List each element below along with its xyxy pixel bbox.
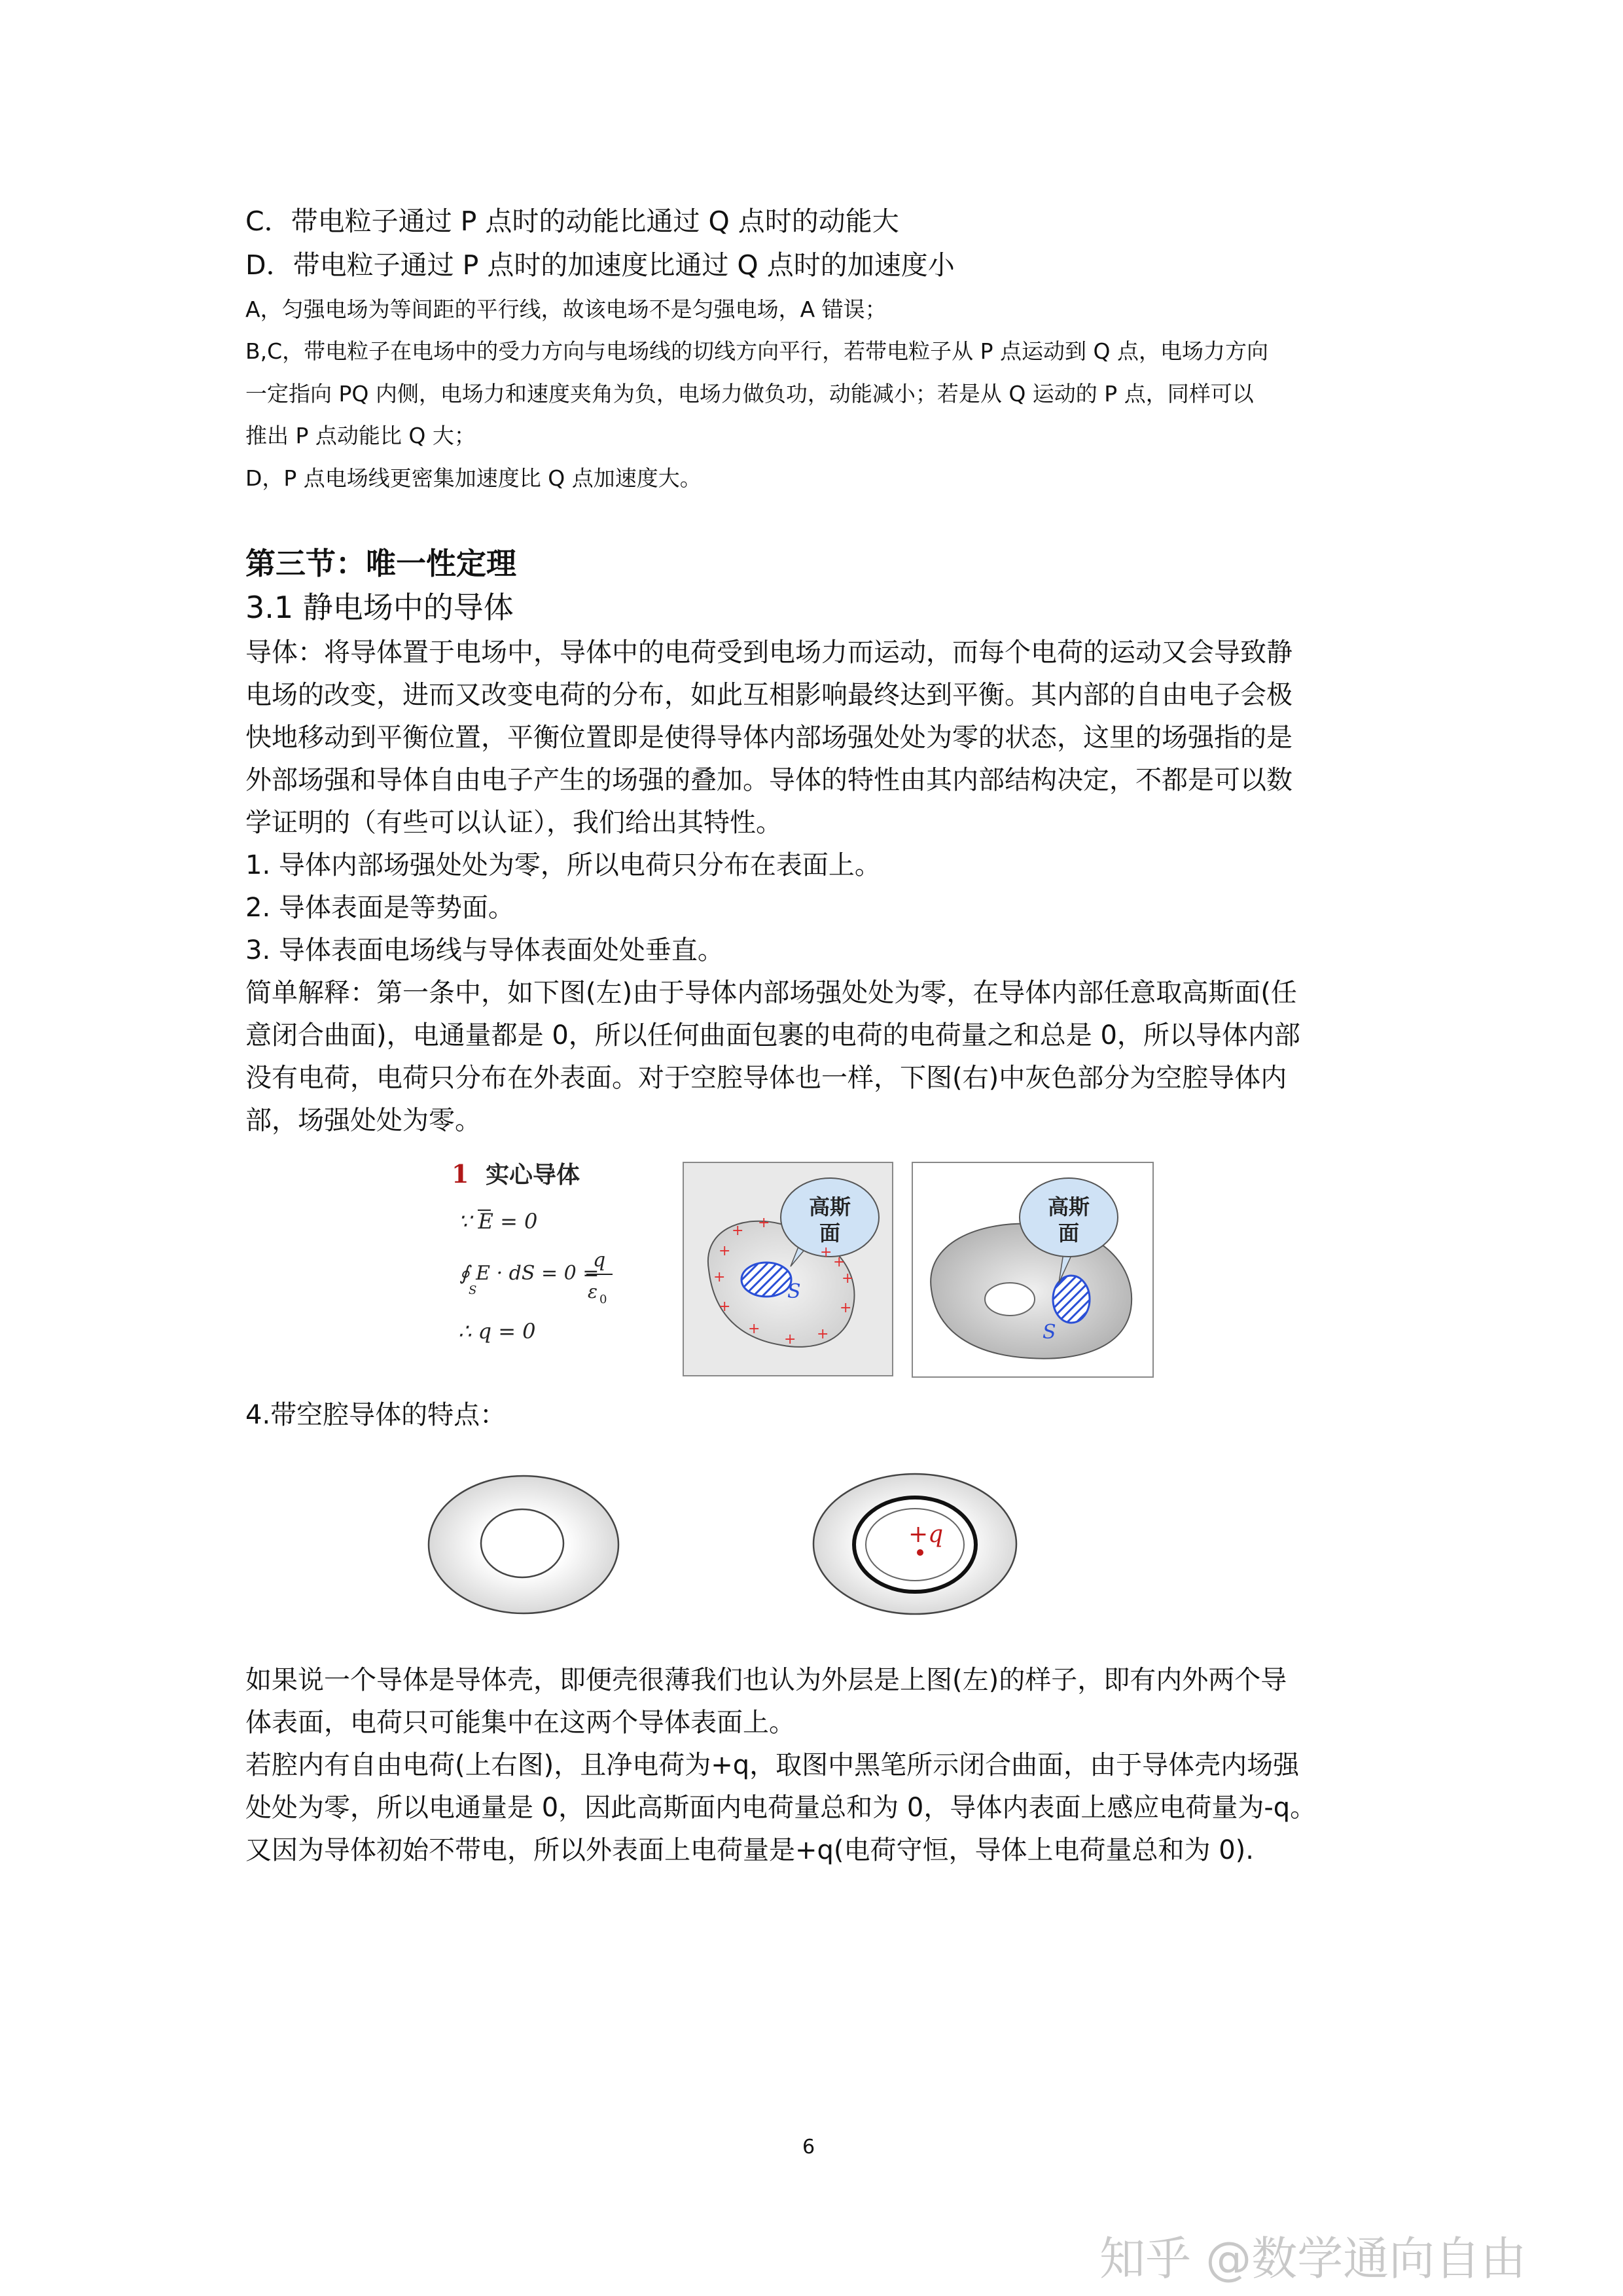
solid-conductor-equations: [445, 1149, 654, 1384]
answer-a: A，匀强电场为等间距的平行线，故该电场不是匀强电场，A 错误；: [245, 296, 887, 322]
inner-surface: [481, 1509, 563, 1577]
point-charge: [917, 1549, 923, 1556]
svg-text:+: +: [713, 1269, 726, 1285]
gaussian-surface: [741, 1263, 791, 1297]
gauss-label-bottom: 面: [1058, 1221, 1080, 1246]
paragraph-line: 体表面，电荷只可能集中在这两个导体表面上。: [245, 1708, 795, 1738]
solid-conductor-diagram: [683, 1162, 893, 1376]
list-item-1: 1. 导体内部场强处处为零，所以电荷只分布在表面上。: [245, 850, 881, 880]
gauss-label-top: 高斯: [1047, 1194, 1090, 1219]
svg-text:+: +: [719, 1243, 731, 1259]
answer-bc-line3: 推出 P 点动能比 Q 大；: [245, 423, 476, 448]
paragraph-line: 没有电荷，电荷只分布在外表面。对于空腔导体也一样，下图(右)中灰色部分为空腔导体内: [245, 1063, 1287, 1093]
svg-text:+: +: [719, 1299, 731, 1315]
surface-label: S: [1043, 1321, 1056, 1344]
paragraph-line: 导体：将导体置于电场中，导体中的电荷受到电场力而运动，而每个电荷的运动又会导致静: [245, 637, 1293, 668]
svg-text:+: +: [842, 1270, 854, 1287]
charge-label: +q: [908, 1521, 944, 1548]
figure-number: 1: [452, 1159, 469, 1189]
answer-bc-line2: 一定指向 PQ 内侧，电场力和速度夹角为负，电场力做负功，动能减小；若是从 Q 运动的 P 点，同样可以: [245, 381, 1254, 406]
list-item-3: 3. 导体表面电场线与导体表面处处垂直。: [245, 935, 724, 965]
conductor-shell-empty: [425, 1473, 622, 1617]
equation-field-zero: ∵ E = 0: [458, 1209, 538, 1234]
svg-text:+: +: [732, 1223, 744, 1239]
paragraph-line: 简单解释：第一条中，如下图(左)由于导体内部场强处处为零，在导体内部任意取高斯面(任: [245, 978, 1297, 1008]
svg-text:+: +: [817, 1326, 829, 1342]
surface-subscript: S: [469, 1283, 477, 1297]
page-number: 6: [802, 2136, 815, 2159]
answer-d: D，P 点电场线更密集加速度比 Q 点加速度大。: [245, 465, 702, 491]
paragraph-line: 快地移动到平衡位置，平衡位置即是使得导体内部场强处处为零的状态，这里的场强指的是: [245, 723, 1293, 753]
fraction-numerator: q: [593, 1249, 606, 1272]
paragraph-line: 若腔内有自由电荷(上右图)，且净电荷为+q，取图中黑笔所示闭合曲面，由于导体壳内场强: [245, 1750, 1300, 1780]
paragraph-line: 如果说一个导体是导体壳，即便壳很薄我们也认为外层是上图(左)的样子，即有内外两个导: [245, 1665, 1287, 1695]
svg-text:+: +: [748, 1321, 760, 1337]
paragraph-line: 又因为导体初始不带电，所以外表面上电荷量是+q(电荷守恒，导体上电荷量总和为 0).: [245, 1835, 1254, 1865]
paragraph-line: 学证明的（有些可以认证），我们给出其特性。: [245, 808, 782, 838]
gauss-label-top: 高斯: [808, 1194, 851, 1219]
paragraph-line: 意闭合曲面)，电通量都是 0，所以任何曲面包裹的电荷的电荷量之和总是 0，所以导体内部: [245, 1020, 1300, 1050]
hollow-conductor-diagram: [912, 1162, 1154, 1378]
list-item-2: 2. 导体表面是等势面。: [245, 893, 514, 923]
surface-label: S: [787, 1280, 801, 1303]
section-title: 第三节：唯一性定理: [245, 546, 516, 581]
paragraph-line: 处处为零，所以电通量是 0，因此高斯面内电荷量总和为 0，导体内表面上感应电荷量为-q。: [245, 1793, 1317, 1823]
figure-title: 实心导体: [486, 1162, 580, 1189]
gauss-label-bottom: 面: [819, 1221, 841, 1246]
subsection-title: 3.1 静电场中的导体: [245, 590, 514, 625]
paragraph-line: 部，场强处处为零。: [245, 1105, 481, 1136]
equation-gauss-law: ∮ E · dS = 0 =: [459, 1262, 599, 1285]
svg-text:+: +: [758, 1215, 770, 1231]
paragraph-line: 电场的改变，进而又改变电荷的分布，如此互相影响最终达到平衡。其内部的自由电子会极: [245, 680, 1293, 710]
svg-text:+: +: [833, 1254, 846, 1270]
fraction-denominator-subscript: 0: [599, 1293, 607, 1306]
option-c: C．带电粒子通过 P 点时的动能比通过 Q 点时的动能大: [245, 206, 899, 237]
conductor-shell-charged: [810, 1471, 1020, 1617]
equation-charge-zero: ∴ q = 0: [458, 1319, 536, 1344]
watermark: 知乎 @数学通向自由: [1099, 2232, 1527, 2286]
cavity: [985, 1283, 1035, 1316]
answer-bc-line1: B,C，带电粒子在电场中的受力方向与电场线的切线方向平行，若带电粒子从 P 点运动到 Q 点，电场力方向: [245, 338, 1269, 364]
svg-text:+: +: [784, 1331, 796, 1348]
list-item-4: 4.带空腔导体的特点：: [245, 1400, 507, 1430]
svg-text:+: +: [840, 1300, 852, 1316]
paragraph-line: 外部场强和导体自由电子产生的场强的叠加。导体的特性由其内部结构决定，不都是可以数: [245, 765, 1293, 795]
option-d: D．带电粒子通过 P 点时的加速度比通过 Q 点时的加速度小: [245, 249, 955, 281]
svg-text:+: +: [820, 1244, 832, 1261]
fraction-denominator: ε: [588, 1281, 598, 1302]
